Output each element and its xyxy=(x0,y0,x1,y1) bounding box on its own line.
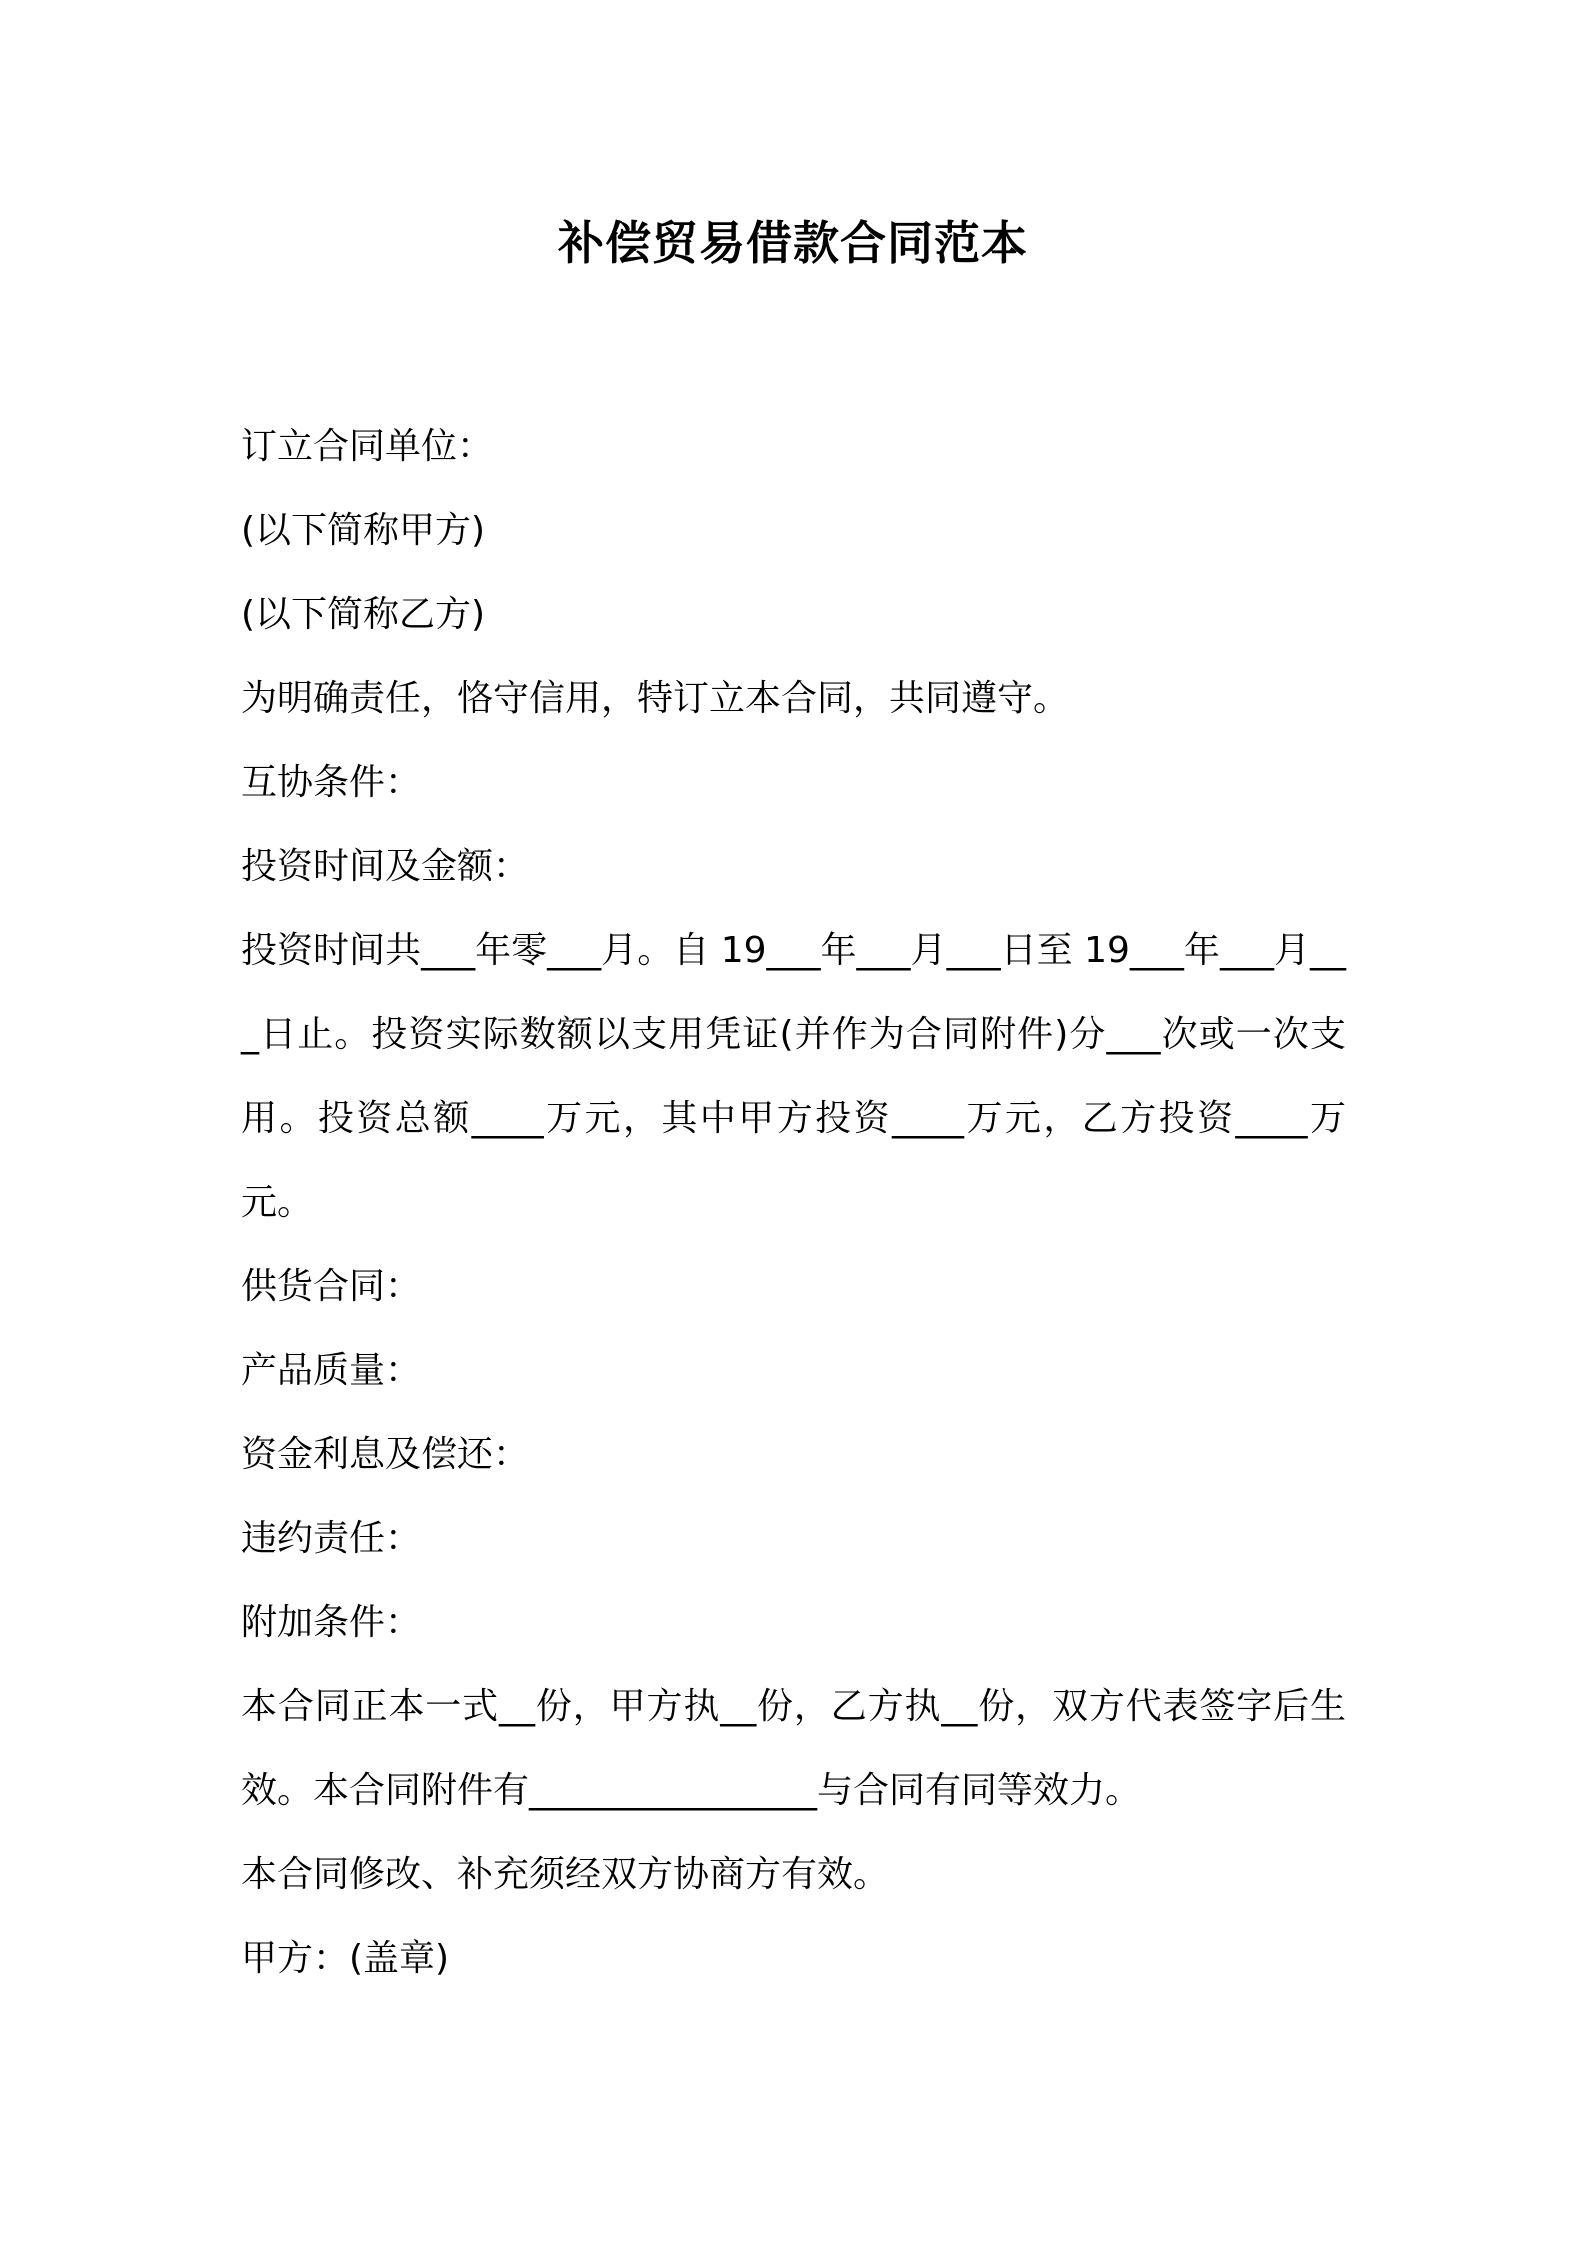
paragraph-amendment: 本合同修改、补充须经双方协商方有效。 xyxy=(241,1854,890,1895)
paragraph-copies-effect: 本合同正本一式__份，甲方执__份，乙方执__份，双方代表签字后生效。本合同附件有________________与合同有同等效力。 xyxy=(241,1686,1346,1811)
paragraph-investment-details: 投资时间共___年零___月。自 19___年___月___日至 19___年___月___日止。投资实际数额以支用凭证(并作为合同附件)分___次或一次支用。投资总额____万元，其中甲方投资____万元，乙方投资____万元。 xyxy=(241,930,1346,1223)
document-body xyxy=(241,405,1346,2001)
paragraph-contract-parties: 订立合同单位： xyxy=(241,426,494,467)
paragraph-breach-liability: 违约责任： xyxy=(241,1518,422,1559)
document-title: 补偿贸易借款合同范本 xyxy=(558,216,1028,270)
paragraph-party-a-seal: 甲方：(盖章) xyxy=(241,1938,450,1979)
paragraph-supply-contract: 供货合同： xyxy=(241,1266,422,1307)
paragraph-mutual-conditions: 互协条件： xyxy=(241,762,422,803)
paragraph-purpose: 为明确责任，恪守信用，特订立本合同，共同遵守。 xyxy=(241,678,1070,719)
paragraph-investment-heading: 投资时间及金额： xyxy=(241,846,530,887)
paragraph-party-a: (以下简称甲方) xyxy=(241,510,486,551)
paragraph-party-b: (以下简称乙方) xyxy=(241,594,486,635)
paragraph-additional-conditions: 附加条件： xyxy=(241,1602,422,1643)
paragraph-interest-repayment: 资金利息及偿还： xyxy=(241,1434,530,1475)
paragraph-product-quality: 产品质量： xyxy=(241,1350,422,1391)
